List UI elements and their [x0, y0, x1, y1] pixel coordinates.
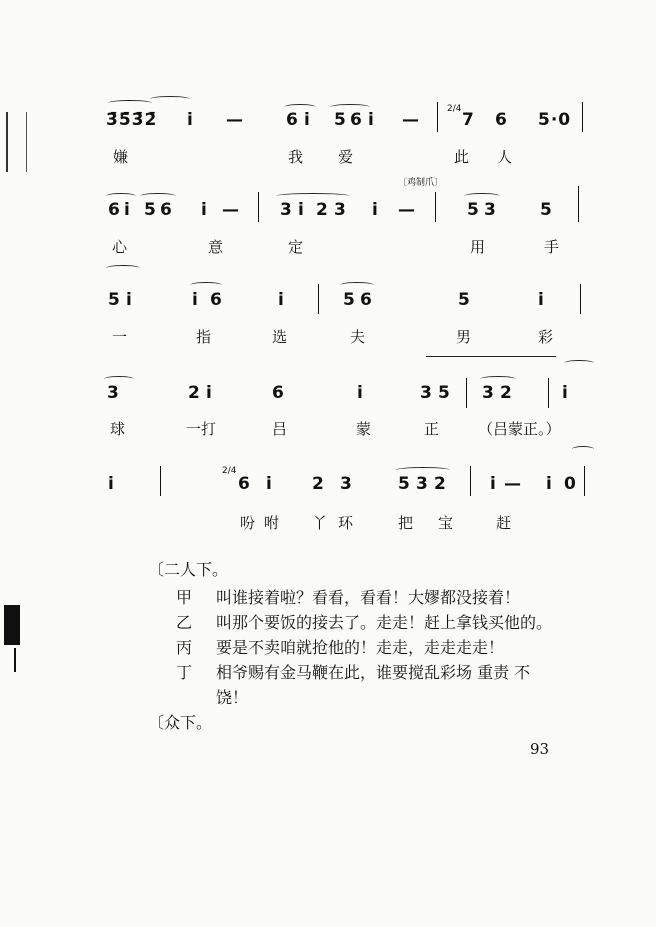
- dialogue-text: 叫那个要饭的接去了。走走！赶上拿钱买他的。: [216, 613, 553, 632]
- dialogue-text: 叫谁接着啦？看看，看看！大嫪都没接着！: [216, 588, 521, 607]
- note: i: [546, 474, 553, 494]
- lyric: 丫: [312, 514, 328, 532]
- note: i: [304, 110, 311, 130]
- note: 5: [334, 110, 347, 130]
- note: 5: [343, 290, 356, 310]
- note: 2: [312, 474, 325, 494]
- lyric: 定: [288, 238, 304, 256]
- note: i: [126, 290, 133, 310]
- note: —: [226, 110, 244, 130]
- note: i: [538, 290, 545, 310]
- scan-mark-block: [4, 605, 20, 645]
- lyric: 球: [110, 420, 126, 438]
- lyric: 环: [338, 514, 354, 532]
- note: i: [266, 474, 273, 494]
- lyric: 此: [454, 148, 470, 166]
- tune-marking: 〔鸡制爪〕: [398, 178, 444, 188]
- note: i: [368, 110, 375, 130]
- lyric: 嫌: [113, 148, 129, 166]
- note: 5: [438, 383, 451, 403]
- lyric: 指: [196, 328, 212, 346]
- note: 5: [398, 474, 411, 494]
- lyric: 一打: [186, 420, 217, 438]
- stage-direction-exit: 〔众下。: [148, 713, 213, 732]
- lyric: 人: [497, 148, 513, 166]
- note: 6: [286, 110, 299, 130]
- note: i: [298, 200, 305, 220]
- dialogue-text: 要是不卖咱就抢他的！走走，走走走走！: [216, 638, 505, 657]
- note: 3: [107, 383, 120, 403]
- note: i: [124, 200, 131, 220]
- lyric: 彩: [538, 328, 554, 346]
- lyric: 夫: [350, 328, 366, 346]
- note: i: [206, 383, 213, 403]
- scan-mark-line: [14, 648, 16, 672]
- note: 2: [500, 383, 513, 403]
- note: 3: [482, 383, 495, 403]
- note: 5·0: [538, 110, 572, 130]
- dialogue-role: 丁: [176, 663, 193, 682]
- note: 0: [564, 474, 577, 494]
- note: 5: [467, 200, 480, 220]
- note: 2: [188, 383, 201, 403]
- lyric: 用: [470, 238, 486, 256]
- lyric: 把: [398, 514, 414, 532]
- note: i: [201, 200, 208, 220]
- note: 3: [420, 383, 433, 403]
- lyric: 爱: [338, 148, 354, 166]
- time-signature: 2/4: [222, 466, 237, 476]
- note: 7: [462, 110, 475, 130]
- stage-direction-exit: 〔二人下。: [148, 560, 229, 579]
- lyric: 吕: [272, 420, 288, 438]
- note: —: [402, 110, 420, 130]
- note: i: [278, 290, 285, 310]
- note: 6: [108, 200, 121, 220]
- note: 6: [238, 474, 251, 494]
- lyric: 一: [112, 328, 128, 346]
- note: —: [504, 474, 522, 494]
- note: —: [222, 200, 240, 220]
- lyric: 宝: [438, 514, 454, 532]
- note: 3: [280, 200, 293, 220]
- note: 2: [316, 200, 329, 220]
- lyric: 我: [288, 148, 304, 166]
- lyric: （吕蒙正。）: [478, 420, 561, 438]
- note: 3: [334, 200, 347, 220]
- dialogue-text: 相爷赐有金马鞭在此，谁要搅乱彩场 重责 不: [216, 663, 531, 682]
- note: 5: [108, 290, 121, 310]
- note: 5: [458, 290, 471, 310]
- note-group: 3̄5̄3̄2̄: [106, 110, 158, 130]
- lyric: 心: [112, 238, 128, 256]
- note: 5: [144, 200, 157, 220]
- note: 2: [434, 474, 447, 494]
- page-number: 93: [530, 740, 550, 758]
- note: i: [490, 474, 497, 494]
- lyric: 男: [456, 328, 472, 346]
- note: 5: [540, 200, 553, 220]
- note: —: [398, 200, 416, 220]
- scan-mark-top: [6, 112, 27, 172]
- lyric: 正: [424, 420, 440, 438]
- note: 3: [340, 474, 353, 494]
- grace-mark: 2/4: [447, 104, 462, 114]
- lyric: 蒙: [356, 420, 372, 438]
- note: i: [108, 474, 115, 494]
- note: i: [187, 110, 194, 130]
- note: 6: [350, 110, 363, 130]
- lyric: 手: [544, 238, 560, 256]
- dialogue-role: 乙: [176, 613, 193, 632]
- note: 3: [484, 200, 497, 220]
- lyric: 赶: [496, 514, 512, 532]
- lyric: 意: [208, 238, 224, 256]
- note: i: [357, 383, 364, 403]
- dialogue-role: 甲: [176, 588, 193, 607]
- dialogue-role: 丙: [176, 638, 193, 657]
- note: i: [562, 383, 569, 403]
- lyric: 吩: [240, 514, 256, 532]
- note: 6: [495, 110, 508, 130]
- note: 6: [160, 200, 173, 220]
- note: i: [372, 200, 379, 220]
- note: 6: [272, 383, 285, 403]
- note: 6: [210, 290, 223, 310]
- dialogue-text: 饶！: [216, 688, 249, 707]
- note: 6: [360, 290, 373, 310]
- note: 3: [416, 474, 429, 494]
- lyric: 咐: [264, 514, 280, 532]
- lyric: 选: [272, 328, 288, 346]
- note: i: [192, 290, 199, 310]
